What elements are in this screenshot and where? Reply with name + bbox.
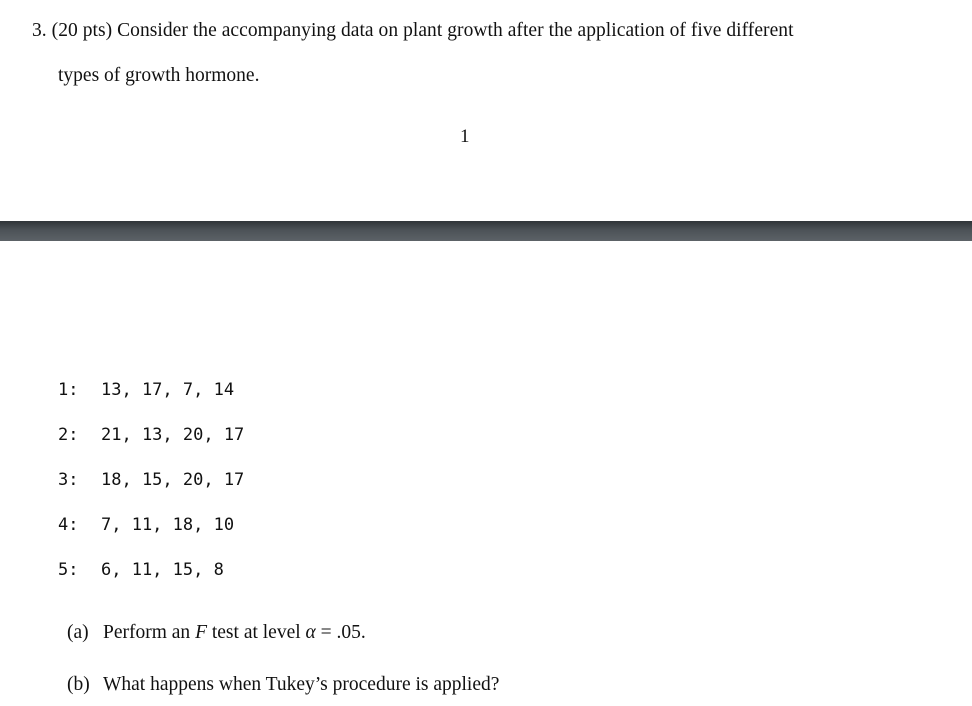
question-a-f-variable: F [195,622,207,643]
page-number: 1 [460,126,470,147]
group-values: 13, 17, 7, 14 [101,380,235,400]
question-a-text-middle: test at level [206,622,306,643]
question-a-label: (a) [67,622,89,643]
data-row [58,470,244,490]
group-label: 5: [58,560,79,580]
problem-statement-line-1: 3. (20 pts) Consider the accompanying data on plant growth after the application of five different [32,20,794,41]
question-a [67,622,366,644]
group-label: 1: [58,380,79,400]
problem-statement-line-2: types of growth hormone. [58,65,260,86]
question-b-label: (b) [67,674,90,695]
group-label: 4: [58,515,79,535]
data-row [58,425,244,445]
group-values: 7, 11, 18, 10 [101,515,235,535]
question-a-text-before: Perform an [103,622,196,643]
group-label: 2: [58,425,79,445]
question-b-text: What happens when Tukey’s procedure is applied? [103,674,500,695]
data-row [58,560,224,580]
group-values: 6, 11, 15, 8 [101,560,224,580]
data-row [58,380,234,400]
question-a-alpha-symbol: α [305,622,316,643]
group-values: 18, 15, 20, 17 [101,470,245,490]
data-row [58,515,234,535]
question-a-text-after: = .05. [315,622,366,643]
page-divider [0,221,972,241]
group-label: 3: [58,470,79,490]
group-values: 21, 13, 20, 17 [101,425,245,445]
question-b [67,674,499,696]
